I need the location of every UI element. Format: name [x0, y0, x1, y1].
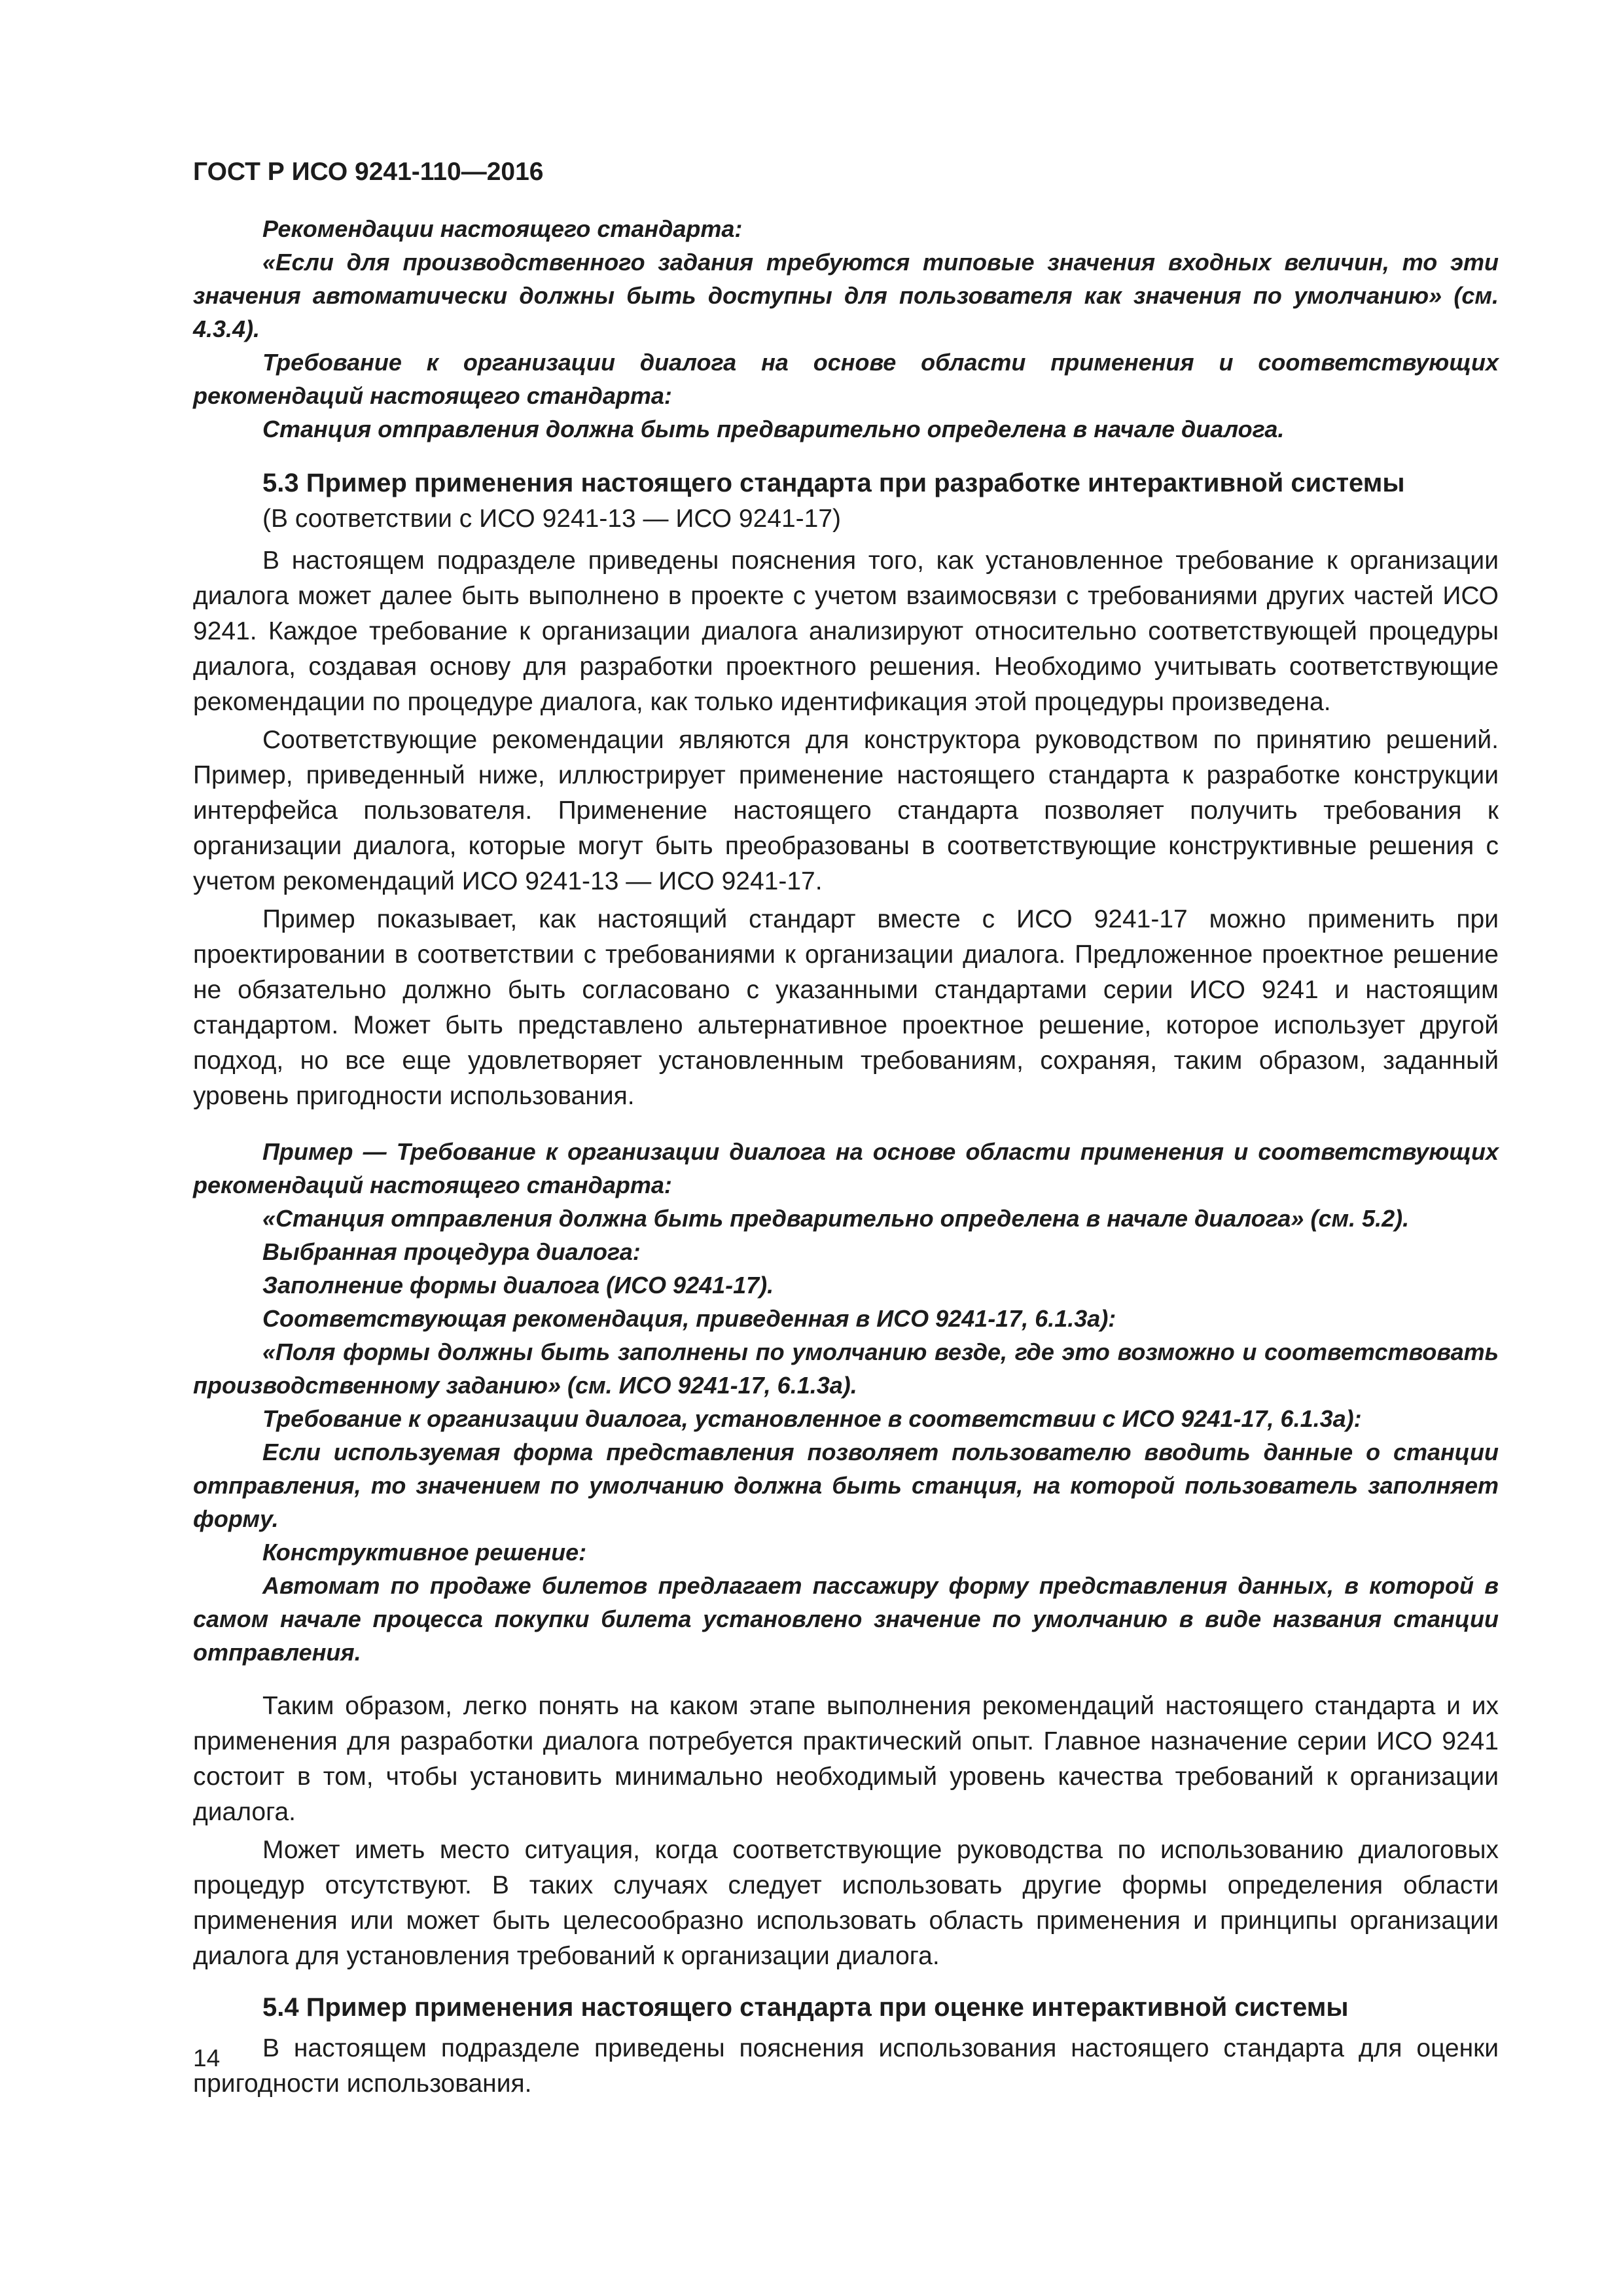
section-5-4-body — [193, 2031, 1499, 2102]
example-block — [193, 1135, 1499, 1669]
body-paragraph: Пример показывает, как настоящий стандарт вместе с ИСО 9241-17 можно применить при проектировании в соответствии с требованиями к организации диалога. Предложенное проектное решение не обязательно должно быть согласовано с указанными стандартами серии ИСО 9241 и настоящим стандартом. Может быть представлено альтернативное проектное решение, которое использует другой подход, но все еще удовлетворяет установленным требованиям, сохраняя, таким образом, заданный уровень пригодности использования. — [193, 905, 1499, 1110]
section-5-3-closing — [193, 1689, 1499, 1974]
example-line: Требование к организации диалога, установленное в соответствии с ИСО 9241-17, 6.1.3а): — [262, 1405, 1362, 1432]
example-line: Соответствующая рекомендация, приведенная в ИСО 9241-17, 6.1.3а): — [262, 1305, 1116, 1332]
body-paragraph: В настоящем подразделе приведены пояснения того, как установленное требование к организации диалога может далее быть выполнено в проекте с учетом взаимосвязи с требованиями других частей ИСО 9241. Каждое требование к организации диалога анализируют относительно соответствующей процедуры диалога, создавая основу для разработки проектного решения. Необходимо учитывать соответствующие рекомендации по процедуре диалога, как только идентификация этой процедуры произведена. — [193, 547, 1499, 716]
intro-line: Рекомендации настоящего стандарта: — [262, 215, 743, 242]
section-5-3-subtitle: (В соответствии с ИСО 9241-13 — ИСО 9241-17) — [262, 505, 842, 533]
example-line: Пример — Требование к организации диалога на основе области применения и соответствующих рекомендаций настоящего стандарта: — [193, 1138, 1499, 1198]
document-code-header: ГОСТ Р ИСО 9241-110—2016 — [193, 158, 544, 186]
section-5-3-body — [193, 543, 1499, 1114]
example-line: «Станция отправления должна быть предварительно определена в начале диалога» (см. 5.2). — [262, 1205, 1410, 1232]
section-5-4-title: 5.4 Пример применения настоящего стандарта при оценке интерактивной системы — [262, 1993, 1349, 2022]
section-5-3-title: 5.3 Пример применения настоящего стандарта при разработке интерактивной системы — [262, 469, 1405, 497]
page-number: 14 — [193, 2045, 221, 2072]
body-paragraph: Соответствующие рекомендации являются для конструктора руководством по принятию решений. Пример, приведенный ниже, иллюстрирует применение настоящего стандарта к разработке конструкции интерфейса пользователя. Применение настоящего стандарта позволяет получить требования к организации диалога, которые могут быть преобразованы в соответствующие конструктивные решения с учетом рекомендаций ИСО 9241-13 — ИСО 9241-17. — [193, 726, 1499, 895]
body-paragraph: В настоящем подразделе приведены пояснения использования настоящего стандарта для оценки пригодности использования. — [193, 2034, 1499, 2098]
example-line: Заполнение формы диалога (ИСО 9241-17). — [262, 1272, 774, 1299]
intro-recommendation-block — [193, 212, 1499, 446]
body-paragraph: Таким образом, легко понять на каком этапе выполнения рекомендаций настоящего стандарта и их применения для разработки диалога потребуется практический опыт. Главное назначение серии ИСО 9241 состоит в том, чтобы установить минимально необходимый уровень качества требований к организации диалога. — [193, 1692, 1499, 1826]
body-paragraph: Может иметь место ситуация, когда соответствующие руководства по использованию диалоговых процедур отсутствуют. В таких случаях следует использовать другие формы определения области применения или может быть целесообразно использовать область применения и принципы организации диалога для установления требований к организации диалога. — [193, 1836, 1499, 1970]
example-line: Автомат по продаже билетов предлагает пассажиру форму представления данных, в которой в самом начале процесса покупки билета установлено значение по умолчанию в виде названия станции отправления. — [193, 1572, 1499, 1666]
document-page — [193, 154, 1499, 2102]
intro-line: «Если для производственного задания требуются типовые значения входных величин, то эти значения автоматически должны быть доступны для пользователя как значения по умолчанию» (см. 4.3.4). — [193, 249, 1499, 342]
example-line: Конструктивное решение: — [262, 1539, 587, 1566]
example-line: Выбранная процедура диалога: — [262, 1238, 641, 1265]
example-line: Если используемая форма представления позволяет пользователю вводить данные о станции отправления, то значением по умолчанию должна быть станция, на которой пользователь заполняет форму. — [193, 1439, 1499, 1532]
example-line: «Поля формы должны быть заполнены по умолчанию везде, где это возможно и соответствовать производственному заданию» (см. ИСО 9241-17, 6.1.3а). — [193, 1338, 1499, 1399]
intro-line: Станция отправления должна быть предварительно определена в начале диалога. — [262, 416, 1285, 442]
intro-line: Требование к организации диалога на основе области применения и соответствующих рекомендаций настоящего стандарта: — [193, 349, 1499, 409]
